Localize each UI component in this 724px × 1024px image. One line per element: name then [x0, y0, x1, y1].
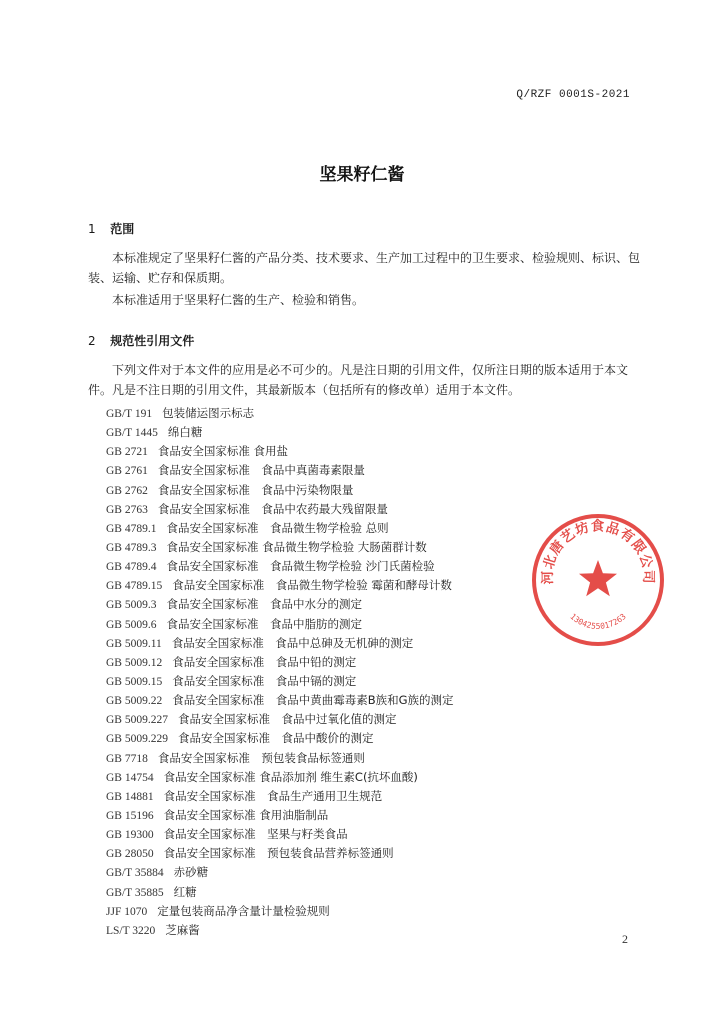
list-item — [106, 749, 454, 768]
section-number: 1 — [88, 222, 96, 236]
list-item — [106, 615, 454, 634]
standard-code: GB 5009.229 — [106, 733, 168, 746]
list-item — [106, 423, 454, 442]
list-item — [106, 672, 454, 691]
standard-title: 食品安全国家标准 食品微生物学检验 霉菌和酵母计数 — [172, 578, 452, 593]
standard-title: 食品安全国家标准 食品中酸价的测定 — [177, 731, 374, 746]
standard-title: 食品安全国家标准 预包装食品营养标签通则 — [163, 846, 394, 861]
list-item — [106, 442, 454, 461]
section-title: 规范性引用文件 — [110, 334, 195, 348]
standard-title: 食品安全国家标准 食品微生物学检验 大肠菌群计数 — [166, 539, 427, 554]
document-code: Q/RZF 0001S-2021 — [516, 89, 630, 101]
standard-code: GB/T 35885 — [106, 886, 164, 899]
section-heading-scope — [88, 220, 134, 237]
standard-title: 食品安全国家标准 食品添加剂 维生素C(抗坏血酸) — [163, 769, 418, 784]
standard-title: 包装储运图示标志 — [162, 406, 255, 420]
standard-code: GB 4789.1 — [106, 522, 157, 535]
list-item — [106, 595, 454, 614]
list-item — [106, 710, 454, 729]
standard-code: GB 14881 — [106, 790, 154, 803]
standard-code: GB 19300 — [106, 829, 154, 842]
list-item — [106, 461, 454, 480]
standard-code: GB 5009.227 — [106, 714, 168, 727]
standard-title: 食品安全国家标准 食用盐 — [157, 444, 289, 459]
standard-title: 赤砂糖 — [173, 865, 209, 880]
standard-title: 食品安全国家标准 食品中农药最大残留限量 — [157, 501, 388, 516]
list-item — [106, 519, 454, 538]
standard-title: 食品安全国家标准 坚果与籽类食品 — [163, 827, 348, 842]
standard-code: GB 2762 — [106, 484, 148, 497]
standard-code: GB 4789.3 — [106, 541, 157, 554]
standard-title: 食品安全国家标准 预包装食品标签通则 — [157, 750, 365, 765]
list-item — [106, 729, 454, 748]
standard-title: 食品安全国家标准 食品中脂肪的测定 — [166, 616, 362, 631]
standard-code: JJF 1070 — [106, 905, 148, 918]
standard-title: 食品安全国家标准 食品中过氧化值的测定 — [177, 712, 397, 727]
list-item — [106, 576, 454, 595]
standard-title: 食品安全国家标准 食品中真菌毒素限量 — [157, 463, 365, 478]
section-heading-normative-references — [88, 332, 194, 349]
standard-title: 红糖 — [173, 884, 197, 899]
list-item — [106, 921, 454, 940]
page-title: 坚果籽仁酱 — [319, 165, 405, 185]
standard-code: GB 5009.6 — [106, 618, 157, 631]
list-item — [106, 634, 454, 653]
standard-code: GB 2761 — [106, 465, 148, 478]
list-item — [106, 844, 454, 863]
standard-title: 食品安全国家标准 食品微生物学检验 总则 — [166, 520, 389, 535]
standard-title: 食品安全国家标准 食品中黄曲霉毒素B族和G族的测定 — [172, 693, 454, 708]
seal-company-name: 河北唐艺坊食品有限公司 — [539, 518, 657, 585]
list-item — [106, 691, 454, 710]
standard-title: 芝麻酱 — [165, 922, 200, 937]
standard-code: GB 5009.15 — [106, 675, 163, 688]
company-seal — [530, 512, 666, 648]
list-item — [106, 883, 454, 902]
reference-list — [106, 404, 454, 940]
standard-code: GB 5009.22 — [106, 695, 163, 708]
paragraph: 下列文件对于本文件的应用是必不可少的。凡是注日期的引用文件，仅所注日期的版本适用于本文件。凡是不注日期的引用文件，其最新版本（包括所有的修改单）适用于本文件。 — [88, 363, 629, 397]
list-item — [106, 806, 454, 825]
standard-code: GB 2721 — [106, 446, 148, 459]
standard-title: 食品安全国家标准 食用油脂制品 — [163, 807, 329, 822]
list-item — [106, 404, 454, 423]
standard-code: GB 5009.11 — [106, 637, 162, 650]
list-item — [106, 481, 454, 500]
list-item — [106, 787, 454, 806]
standard-code: GB 28050 — [106, 848, 154, 861]
standard-title: 食品安全国家标准 食品中水分的测定 — [166, 597, 362, 612]
standard-title: 食品安全国家标准 食品中铅的测定 — [172, 654, 357, 669]
standard-title: 食品安全国家标准 食品中镉的测定 — [172, 673, 357, 688]
standard-title: 绵白糖 — [167, 425, 203, 440]
list-item — [106, 863, 454, 882]
standard-title: 食品安全国家标准 食品中污染物限量 — [157, 482, 354, 497]
paragraph: 本标准规定了坚果籽仁酱的产品分类、技术要求、生产加工过程中的卫生要求、检验规则、标识、包装、运输、贮存和保质期。 — [88, 251, 641, 285]
section-title: 范围 — [110, 222, 135, 236]
standard-code: GB 7718 — [106, 752, 148, 765]
standard-code: GB 14754 — [106, 771, 154, 784]
list-item — [106, 557, 454, 576]
list-item — [106, 768, 454, 787]
standard-code: GB/T 191 — [106, 408, 153, 420]
standard-code: GB 4789.4 — [106, 561, 157, 574]
list-item — [106, 500, 454, 519]
standard-title: 食品安全国家标准 食品中总砷及无机砷的测定 — [171, 635, 414, 650]
seal-number: 1304255017263 — [568, 611, 628, 631]
standard-code: GB 4789.15 — [106, 580, 163, 593]
standard-code: GB 5009.3 — [106, 599, 157, 612]
section-number: 2 — [88, 334, 96, 348]
seal-star-icon — [579, 560, 617, 596]
paragraph: 本标准适用于坚果籽仁酱的生产、检验和销售。 — [112, 293, 365, 307]
standard-code: GB 15196 — [106, 809, 154, 822]
standard-title: 食品安全国家标准 食品生产通用卫生规范 — [163, 788, 383, 803]
list-item — [106, 538, 454, 557]
standard-code: GB/T 1445 — [106, 427, 158, 440]
list-item — [106, 825, 454, 844]
standard-code: GB/T 35884 — [106, 867, 164, 880]
standard-code: GB 2763 — [106, 503, 148, 516]
standard-title: 食品安全国家标准 食品微生物学检验 沙门氏菌检验 — [166, 559, 435, 574]
list-item — [106, 653, 454, 672]
standard-title: 定量包装商品净含量计量检验规则 — [157, 903, 330, 918]
page-number: 2 — [622, 932, 628, 946]
standard-code: LS/T 3220 — [106, 924, 156, 937]
standard-code: GB 5009.12 — [106, 656, 163, 669]
list-item — [106, 902, 454, 921]
